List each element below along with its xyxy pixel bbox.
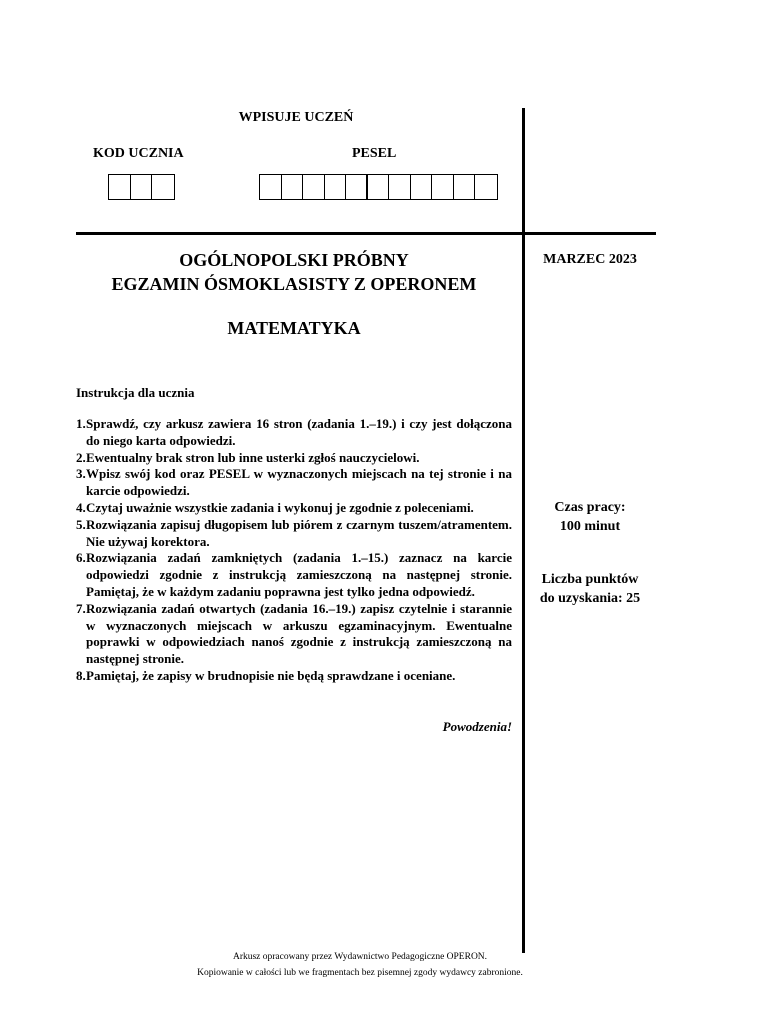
digit-box[interactable] xyxy=(109,175,131,199)
list-item: 7. Rozwiązania zadań otwartych (zadania 16.–19.) zapisz czytelnie i starannie w wyznaczonych miejscach w arkuszu egzaminacyjnym. Ewentualne poprawki w odpowiedziach nanoś zgodnie z instrukcją zamieszczoną na następnej stronie. xyxy=(76,600,512,667)
instructions-list xyxy=(76,416,512,685)
list-item: 4. Czytaj uważnie wszystkie zadania i wykonuj je zgodnie z poleceniami. xyxy=(76,499,474,515)
subject-title: MATEMATYKA xyxy=(227,318,361,338)
digit-box[interactable] xyxy=(454,175,476,199)
exam-title xyxy=(76,248,512,296)
student-code-label: KOD UCZNIA xyxy=(93,146,184,161)
time-value: 100 minut xyxy=(559,519,621,534)
digit-box[interactable] xyxy=(368,175,390,199)
pesel-boxes[interactable] xyxy=(259,174,498,200)
time-label: Czas pracy: xyxy=(554,500,626,515)
student-code-boxes[interactable] xyxy=(108,174,175,200)
footer-line1: Arkusz opracowany przez Wydawnictwo Pedagogiczne OPERON. xyxy=(232,952,488,962)
digit-box[interactable] xyxy=(432,175,454,199)
good-luck-text: Powodzenia! xyxy=(442,719,512,734)
list-item: 6. Rozwiązania zadań zamkniętych (zadania 1.–15.) zaznacz na karcie odpowiedzi zgodnie z instrukcją zamieszczoną na następnej stronie. Pamiętaj, że w każdym zadaniu poprawna jest tylko jedna odpowiedź. xyxy=(76,550,512,599)
list-item: 1. Sprawdź, czy arkusz zawiera 16 stron (zadania 1.–19.) i czy jest dołączona do niego karta odpowiedzi. xyxy=(76,416,512,448)
footer-line2: Kopiowanie w całości lub we fragmentach bez pisemnej zgody wydawcy zabronione. xyxy=(197,968,523,978)
points-info xyxy=(528,570,652,608)
list-item: 3. Wpisz swój kod oraz PESEL w wyznaczonych miejscach na tej stronie i na karcie odpowiedzi. xyxy=(76,466,512,499)
time-info xyxy=(528,498,652,536)
exam-title-line2: EGZAMIN ÓSMOKLASISTY Z OPERONEM xyxy=(111,274,477,294)
digit-box[interactable] xyxy=(475,175,497,199)
list-item: 5. Rozwiązania zapisuj długopisem lub piórem z czarnym tuszem/atramentem. Nie używaj korektora. xyxy=(76,516,512,549)
pesel-label: PESEL xyxy=(352,146,397,161)
digit-box[interactable] xyxy=(346,175,368,199)
student-fills-label: WPISUJE UCZEŃ xyxy=(238,110,354,125)
list-item: 2. Ewentualny brak stron lub inne usterki zgłoś nauczycielowi. xyxy=(76,449,420,465)
digit-box[interactable] xyxy=(260,175,282,199)
digit-box[interactable] xyxy=(131,175,153,199)
digit-box[interactable] xyxy=(282,175,304,199)
digit-box[interactable] xyxy=(152,175,174,199)
digit-box[interactable] xyxy=(389,175,411,199)
digit-box[interactable] xyxy=(325,175,347,199)
points-label: Liczba punktów xyxy=(541,572,639,587)
digit-box[interactable] xyxy=(303,175,325,199)
exam-date: MARZEC 2023 xyxy=(543,252,637,267)
horizontal-divider xyxy=(76,232,656,235)
points-value: do uzyskania: 25 xyxy=(539,591,641,606)
exam-title-line1: OGÓLNOPOLSKI PRÓBNY xyxy=(179,250,409,270)
instructions-heading: Instrukcja dla ucznia xyxy=(76,385,195,400)
digit-box[interactable] xyxy=(411,175,433,199)
list-item: 8. Pamiętaj, że zapisy w brudnopisie nie będą sprawdzane i oceniane. xyxy=(76,667,456,683)
